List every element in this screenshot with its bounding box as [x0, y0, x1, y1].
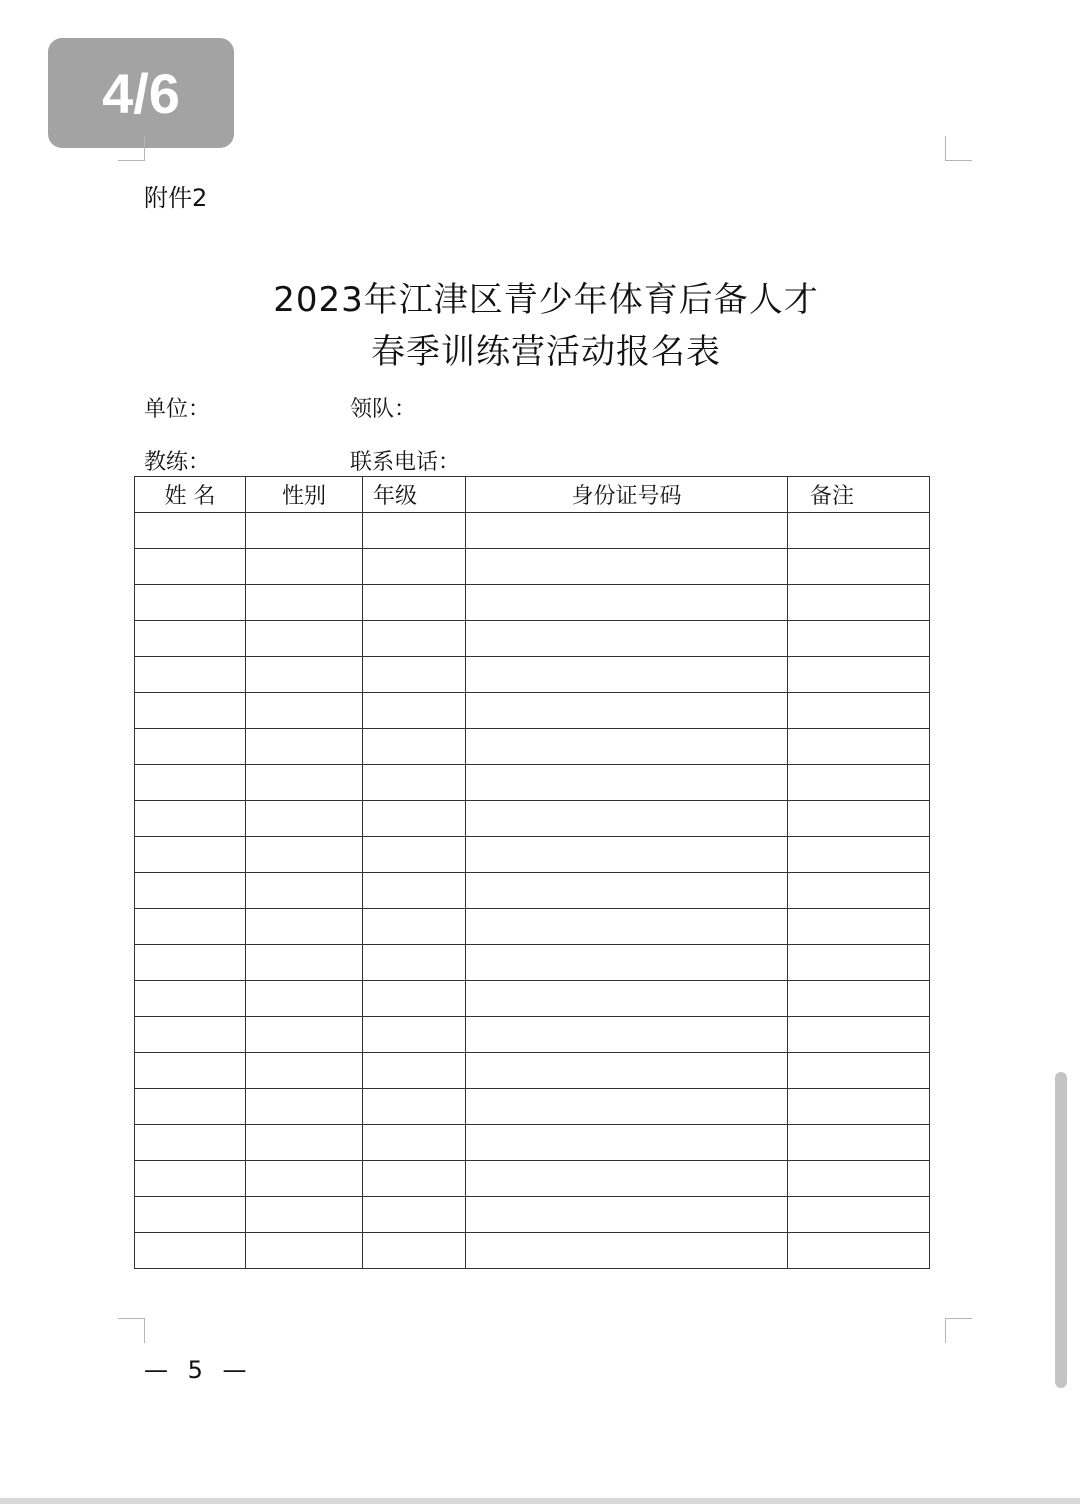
table-cell — [466, 1089, 788, 1125]
table-row — [135, 693, 930, 729]
table-row — [135, 729, 930, 765]
table-cell — [363, 693, 466, 729]
table-cell — [246, 621, 363, 657]
table-row — [135, 909, 930, 945]
table-cell — [466, 765, 788, 801]
table-cell — [246, 549, 363, 585]
table-cell — [466, 621, 788, 657]
header-name: 姓 名 — [135, 477, 246, 513]
bottom-edge-bar — [0, 1498, 1080, 1504]
table-cell — [246, 1125, 363, 1161]
team-leader-field-label: 领队： — [350, 397, 417, 422]
table-row — [135, 765, 930, 801]
table-cell — [246, 693, 363, 729]
table-cell — [788, 909, 930, 945]
table-cell — [363, 801, 466, 837]
contact-phone-field-label: 联系电话： — [350, 450, 461, 475]
table-cell — [363, 765, 466, 801]
table-cell — [466, 1197, 788, 1233]
table-cell — [135, 1233, 246, 1269]
table-row — [135, 981, 930, 1017]
table-cell — [466, 549, 788, 585]
table-cell — [466, 513, 788, 549]
table-cell — [363, 909, 466, 945]
table-header-row — [135, 477, 930, 513]
table-row — [135, 1089, 930, 1125]
table-cell — [788, 1017, 930, 1053]
table-cell — [246, 801, 363, 837]
table-cell — [246, 1053, 363, 1089]
table-row — [135, 801, 930, 837]
document-title-line-1: 2023年江津区青少年体育后备人才 — [273, 280, 819, 320]
table-cell — [363, 549, 466, 585]
table-cell — [466, 837, 788, 873]
table-row — [135, 621, 930, 657]
table-row — [135, 657, 930, 693]
table-cell — [135, 1197, 246, 1233]
table-cell — [135, 549, 246, 585]
table-cell — [466, 1125, 788, 1161]
table-cell — [135, 621, 246, 657]
table-cell — [788, 765, 930, 801]
attachment-label: 附件2 — [144, 184, 208, 212]
table-cell — [788, 873, 930, 909]
table-row — [135, 1053, 930, 1089]
table-cell — [246, 729, 363, 765]
table-cell — [135, 657, 246, 693]
table-cell — [466, 945, 788, 981]
header-remarks: 备注 — [788, 477, 930, 513]
table-cell — [246, 657, 363, 693]
table-cell — [788, 801, 930, 837]
crop-mark-top-right — [945, 136, 972, 161]
table-cell — [363, 1233, 466, 1269]
table-cell — [135, 585, 246, 621]
table-cell — [788, 1233, 930, 1269]
table-cell — [466, 657, 788, 693]
table-cell — [135, 729, 246, 765]
table-cell — [246, 1233, 363, 1269]
table-cell — [363, 729, 466, 765]
table-cell — [788, 729, 930, 765]
table-cell — [246, 1089, 363, 1125]
table-cell — [788, 945, 930, 981]
table-cell — [246, 1161, 363, 1197]
table-cell — [246, 945, 363, 981]
table-cell — [135, 1089, 246, 1125]
table-row — [135, 585, 930, 621]
table-cell — [363, 873, 466, 909]
table-cell — [135, 873, 246, 909]
header-gender: 性别 — [246, 477, 363, 513]
table-cell — [363, 513, 466, 549]
table-cell — [788, 585, 930, 621]
table-cell — [466, 1017, 788, 1053]
table-cell — [363, 621, 466, 657]
table-cell — [466, 801, 788, 837]
table-cell — [246, 1197, 363, 1233]
table-cell — [466, 909, 788, 945]
table-cell — [466, 981, 788, 1017]
header-grade: 年级 — [363, 477, 466, 513]
table-cell — [246, 981, 363, 1017]
table-cell — [788, 981, 930, 1017]
table-cell — [788, 621, 930, 657]
table-body — [135, 513, 930, 1269]
table-cell — [788, 1161, 930, 1197]
table-row — [135, 513, 930, 549]
table-row — [135, 837, 930, 873]
table-cell — [788, 1089, 930, 1125]
table-row — [135, 945, 930, 981]
registration-table — [134, 476, 930, 1269]
table-cell — [135, 513, 246, 549]
table-cell — [135, 981, 246, 1017]
table-cell — [363, 981, 466, 1017]
table-cell — [135, 801, 246, 837]
table-cell — [246, 837, 363, 873]
table-cell — [466, 873, 788, 909]
table-cell — [466, 1053, 788, 1089]
table-cell — [135, 693, 246, 729]
table-row — [135, 1161, 930, 1197]
table-row — [135, 873, 930, 909]
table-cell — [135, 1161, 246, 1197]
vertical-scrollbar[interactable] — [1055, 1072, 1067, 1388]
crop-mark-bottom-left — [118, 1318, 145, 1343]
table-cell — [788, 1053, 930, 1089]
table-cell — [466, 729, 788, 765]
table-row — [135, 1017, 930, 1053]
table-cell — [135, 1125, 246, 1161]
coach-field-label: 教练： — [144, 450, 211, 475]
table-cell — [788, 513, 930, 549]
table-row — [135, 1197, 930, 1233]
crop-mark-top-left — [118, 136, 145, 161]
page-indicator-badge: 4/6 — [48, 38, 234, 148]
table-cell — [246, 1017, 363, 1053]
table-cell — [466, 693, 788, 729]
table-cell — [135, 945, 246, 981]
header-id-number: 身份证号码 — [466, 477, 788, 513]
table-cell — [363, 585, 466, 621]
document-title-line-2: 春季训练营活动报名表 — [371, 332, 721, 372]
table-cell — [788, 549, 930, 585]
table-cell — [788, 657, 930, 693]
table-cell — [135, 909, 246, 945]
table-cell — [363, 1017, 466, 1053]
table-cell — [135, 1017, 246, 1053]
page-number: — 5 — — [144, 1356, 253, 1384]
table-cell — [363, 1125, 466, 1161]
table-cell — [466, 1233, 788, 1269]
table-cell — [788, 1125, 930, 1161]
table-cell — [246, 513, 363, 549]
table-cell — [363, 1161, 466, 1197]
table-cell — [466, 1161, 788, 1197]
unit-field-label: 单位： — [144, 397, 211, 422]
table-cell — [246, 909, 363, 945]
table-cell — [788, 837, 930, 873]
table-cell — [246, 765, 363, 801]
table-cell — [246, 873, 363, 909]
table-cell — [466, 585, 788, 621]
table-cell — [363, 1089, 466, 1125]
table-cell — [363, 837, 466, 873]
table-cell — [363, 657, 466, 693]
crop-mark-bottom-right — [945, 1318, 972, 1343]
table-cell — [135, 1053, 246, 1089]
table-cell — [135, 837, 246, 873]
table-cell — [788, 693, 930, 729]
table-cell — [363, 945, 466, 981]
table-row — [135, 549, 930, 585]
table-cell — [363, 1053, 466, 1089]
table-cell — [246, 585, 363, 621]
table-cell — [363, 1197, 466, 1233]
table-cell — [135, 765, 246, 801]
table-cell — [788, 1197, 930, 1233]
table-row — [135, 1125, 930, 1161]
table-row — [135, 1233, 930, 1269]
